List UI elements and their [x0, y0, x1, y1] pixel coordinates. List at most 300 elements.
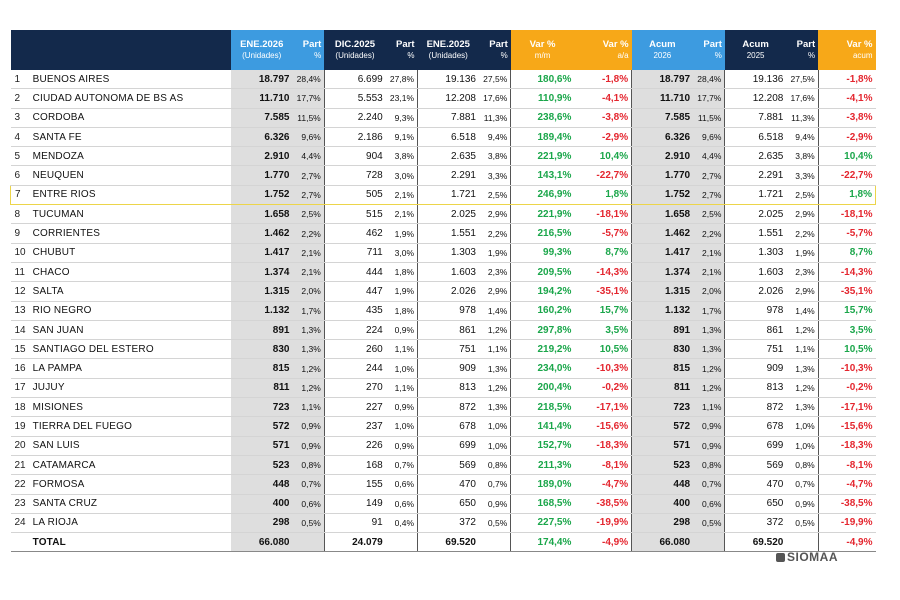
header-acum2026: Acum 2026 [632, 30, 693, 70]
rank-cell: 7 [11, 185, 30, 204]
ene2026-value: 811 [231, 378, 292, 397]
acum2025-value: 1.303 [725, 243, 786, 262]
province-name: NEUQUEN [30, 166, 231, 185]
province-name: SANTA CRUZ [30, 494, 231, 513]
dic2025-part: 1,1% [386, 378, 418, 397]
acum2025-part: 2,9% [786, 282, 818, 301]
ene2025-part: 3,8% [479, 147, 511, 166]
var-acum-value: 1,8% [818, 185, 875, 204]
ene2025-value: 1.303 [418, 243, 479, 262]
var-aa-value: 15,7% [574, 301, 631, 320]
var-acum-value: -19,9% [818, 513, 875, 532]
ene2025-value: 2.025 [418, 205, 479, 224]
rank-cell: 21 [11, 455, 30, 474]
var-acum-value: -17,1% [818, 398, 875, 417]
acum2026-value: 1.658 [632, 205, 693, 224]
var-aa-value: -10,3% [574, 359, 631, 378]
ene2025-value: 470 [418, 475, 479, 494]
table-row [11, 455, 876, 474]
ene2025-part: 2,3% [479, 262, 511, 281]
var-aa-value: -3,8% [574, 108, 631, 127]
rank-cell: 16 [11, 359, 30, 378]
total-ene2025: 69.520 [418, 533, 479, 552]
var-mm-value: 110,9% [511, 89, 575, 108]
dic2025-part: 9,1% [386, 127, 418, 146]
dic2025-part: 0,9% [386, 436, 418, 455]
acum2026-value: 18.797 [632, 70, 693, 89]
var-mm-value: 209,5% [511, 262, 575, 281]
ene2026-part: 17,7% [292, 89, 324, 108]
var-mm-value: 221,9% [511, 147, 575, 166]
rank-cell: 13 [11, 301, 30, 320]
province-name: CIUDAD AUTONOMA DE BS AS [30, 89, 231, 108]
var-acum-value: -4,1% [818, 89, 875, 108]
var-aa-value: -0,2% [574, 378, 631, 397]
ene2026-part: 0,7% [292, 475, 324, 494]
var-mm-value: 234,0% [511, 359, 575, 378]
ene2025-part: 1,0% [479, 436, 511, 455]
ene2025-part: 11,3% [479, 108, 511, 127]
province-name: JUJUY [30, 378, 231, 397]
acum2025-part: 1,3% [786, 359, 818, 378]
acum2025-value: 678 [725, 417, 786, 436]
rank-cell: 6 [11, 166, 30, 185]
ene2026-value: 6.326 [231, 127, 292, 146]
dic2025-value: 904 [324, 147, 385, 166]
total-rank-cell [11, 533, 30, 552]
var-aa-value: -19,9% [574, 513, 631, 532]
var-acum-value: -0,2% [818, 378, 875, 397]
acum2025-value: 372 [725, 513, 786, 532]
table-row [11, 147, 876, 166]
var-mm-value: 297,8% [511, 320, 575, 339]
acum2026-value: 1.752 [632, 185, 693, 204]
total-ene2026: 66.080 [231, 533, 292, 552]
var-aa-value: -2,9% [574, 127, 631, 146]
province-name: MENDOZA [30, 147, 231, 166]
ene2026-value: 1.658 [231, 205, 292, 224]
province-name: CORDOBA [30, 108, 231, 127]
ene2026-value: 1.770 [231, 166, 292, 185]
rank-cell: 17 [11, 378, 30, 397]
var-acum-value: -2,9% [818, 127, 875, 146]
acum2026-part: 0,9% [693, 436, 725, 455]
acum2026-value: 815 [632, 359, 693, 378]
dic2025-value: 2.186 [324, 127, 385, 146]
acum2026-part: 2,0% [693, 282, 725, 301]
dic2025-part: 0,9% [386, 320, 418, 339]
var-acum-value: -35,1% [818, 282, 875, 301]
province-name: SANTIAGO DEL ESTERO [30, 340, 231, 359]
var-aa-value: 10,5% [574, 340, 631, 359]
acum2025-part: 1,2% [786, 320, 818, 339]
var-mm-value: 141,4% [511, 417, 575, 436]
dic2025-value: 224 [324, 320, 385, 339]
province-name: BUENOS AIRES [30, 70, 231, 89]
rank-cell: 8 [11, 205, 30, 224]
dic2025-value: 444 [324, 262, 385, 281]
var-mm-value: 218,5% [511, 398, 575, 417]
province-name: CATAMARCA [30, 455, 231, 474]
acum2025-value: 978 [725, 301, 786, 320]
var-mm-value: 143,1% [511, 166, 575, 185]
acum2026-part: 0,8% [693, 455, 725, 474]
var-acum-value: -18,1% [818, 205, 875, 224]
var-mm-value: 152,7% [511, 436, 575, 455]
acum2026-part: 1,3% [693, 340, 725, 359]
ene2025-part: 1,2% [479, 378, 511, 397]
province-name: TIERRA DEL FUEGO [30, 417, 231, 436]
dic2025-value: 711 [324, 243, 385, 262]
dic2025-part: 1,9% [386, 282, 418, 301]
acum2026-value: 1.770 [632, 166, 693, 185]
total-part-ene2026 [292, 533, 324, 552]
ene2025-part: 17,6% [479, 89, 511, 108]
acum2026-value: 523 [632, 455, 693, 474]
ene2026-value: 1.462 [231, 224, 292, 243]
acum2026-value: 723 [632, 398, 693, 417]
acum2025-value: 12.208 [725, 89, 786, 108]
acum2025-value: 872 [725, 398, 786, 417]
acum2025-value: 6.518 [725, 127, 786, 146]
acum2025-part: 11,3% [786, 108, 818, 127]
ene2025-value: 569 [418, 455, 479, 474]
table-row [11, 89, 876, 108]
ene2026-part: 11,5% [292, 108, 324, 127]
ene2025-part: 2,5% [479, 185, 511, 204]
var-acum-value: 8,7% [818, 243, 875, 262]
ene2026-value: 815 [231, 359, 292, 378]
ene2025-part: 3,3% [479, 166, 511, 185]
acum2025-part: 1,1% [786, 340, 818, 359]
rank-cell: 4 [11, 127, 30, 146]
ene2026-part: 2,1% [292, 262, 324, 281]
var-mm-value: 227,5% [511, 513, 575, 532]
acum2026-value: 811 [632, 378, 693, 397]
table-row [11, 224, 876, 243]
acum2025-value: 2.026 [725, 282, 786, 301]
dic2025-part: 0,9% [386, 398, 418, 417]
header-ene2025: ENE.2025 (Unidades) [418, 30, 479, 70]
table-row [11, 262, 876, 281]
rank-cell: 12 [11, 282, 30, 301]
ene2026-part: 9,6% [292, 127, 324, 146]
acum2026-part: 11,5% [693, 108, 725, 127]
dic2025-part: 1,0% [386, 359, 418, 378]
province-name: FORMOSA [30, 475, 231, 494]
total-var-mm: 174,4% [511, 533, 575, 552]
dic2025-value: 155 [324, 475, 385, 494]
acum2025-part: 9,4% [786, 127, 818, 146]
acum2026-part: 17,7% [693, 89, 725, 108]
acum2026-part: 2,5% [693, 205, 725, 224]
acum2025-part: 3,3% [786, 166, 818, 185]
dic2025-part: 2,1% [386, 185, 418, 204]
var-acum-value: 10,4% [818, 147, 875, 166]
acum2026-value: 891 [632, 320, 693, 339]
acum2026-part: 1,1% [693, 398, 725, 417]
ene2026-part: 1,3% [292, 320, 324, 339]
acum2026-part: 1,7% [693, 301, 725, 320]
dic2025-part: 27,8% [386, 70, 418, 89]
acum2026-value: 1.374 [632, 262, 693, 281]
acum2026-value: 298 [632, 513, 693, 532]
rank-cell: 19 [11, 417, 30, 436]
dic2025-part: 0,6% [386, 475, 418, 494]
var-aa-value: 3,5% [574, 320, 631, 339]
var-mm-value: 189,0% [511, 475, 575, 494]
acum2025-value: 470 [725, 475, 786, 494]
acum2025-value: 569 [725, 455, 786, 474]
ene2025-value: 1.603 [418, 262, 479, 281]
ene2026-part: 1,1% [292, 398, 324, 417]
table-row [11, 513, 876, 532]
acum2026-part: 0,9% [693, 417, 725, 436]
province-name: CHACO [30, 262, 231, 281]
ene2026-value: 7.585 [231, 108, 292, 127]
dic2025-part: 0,7% [386, 455, 418, 474]
ene2025-value: 7.881 [418, 108, 479, 127]
ene2026-value: 448 [231, 475, 292, 494]
var-acum-value: -14,3% [818, 262, 875, 281]
acum2025-part: 1,9% [786, 243, 818, 262]
table-row [11, 320, 876, 339]
header-acum2025: Acum 2025 [725, 30, 786, 70]
ene2025-value: 2.291 [418, 166, 479, 185]
table-row [11, 282, 876, 301]
acum2026-value: 7.585 [632, 108, 693, 127]
dic2025-value: 226 [324, 436, 385, 455]
ene2025-value: 2.026 [418, 282, 479, 301]
ene2026-part: 28,4% [292, 70, 324, 89]
var-aa-value: -38,5% [574, 494, 631, 513]
acum2025-value: 2.291 [725, 166, 786, 185]
ene2025-part: 1,9% [479, 243, 511, 262]
ene2026-part: 2,7% [292, 166, 324, 185]
logo-text: SIOMAA [787, 550, 838, 564]
rank-cell: 5 [11, 147, 30, 166]
var-acum-value: -38,5% [818, 494, 875, 513]
acum2026-value: 2.910 [632, 147, 693, 166]
acum2025-value: 2.025 [725, 205, 786, 224]
acum2026-value: 830 [632, 340, 693, 359]
dic2025-value: 5.553 [324, 89, 385, 108]
ene2025-value: 19.136 [418, 70, 479, 89]
acum2025-value: 19.136 [725, 70, 786, 89]
dic2025-value: 244 [324, 359, 385, 378]
total-acum2025: 69.520 [725, 533, 786, 552]
ene2026-part: 1,7% [292, 301, 324, 320]
ene2026-value: 298 [231, 513, 292, 532]
ene2026-part: 0,8% [292, 455, 324, 474]
dic2025-value: 270 [324, 378, 385, 397]
dic2025-part: 3,0% [386, 166, 418, 185]
ene2025-value: 650 [418, 494, 479, 513]
ene2026-part: 2,1% [292, 243, 324, 262]
var-mm-value: 246,9% [511, 185, 575, 204]
table-row [11, 185, 876, 204]
total-acum2026: 66.080 [632, 533, 693, 552]
ene2026-part: 1,2% [292, 359, 324, 378]
table-row [11, 417, 876, 436]
var-mm-value: 216,5% [511, 224, 575, 243]
dic2025-part: 0,6% [386, 494, 418, 513]
acum2026-part: 2,7% [693, 185, 725, 204]
ene2025-part: 1,0% [479, 417, 511, 436]
var-aa-value: -18,3% [574, 436, 631, 455]
var-aa-value: -17,1% [574, 398, 631, 417]
var-mm-value: 180,6% [511, 70, 575, 89]
province-name: CHUBUT [30, 243, 231, 262]
rank-cell: 24 [11, 513, 30, 532]
acum2025-value: 1.551 [725, 224, 786, 243]
total-label: TOTAL [30, 533, 231, 552]
ene2026-part: 2,7% [292, 185, 324, 204]
dic2025-part: 0,4% [386, 513, 418, 532]
var-aa-value: -22,7% [574, 166, 631, 185]
var-mm-value: 99,3% [511, 243, 575, 262]
dic2025-part: 1,1% [386, 340, 418, 359]
ene2026-value: 2.910 [231, 147, 292, 166]
ene2025-value: 751 [418, 340, 479, 359]
rank-cell: 20 [11, 436, 30, 455]
acum2025-value: 650 [725, 494, 786, 513]
header-var-aa: Var % a/a [574, 30, 631, 70]
var-mm-value: 211,3% [511, 455, 575, 474]
var-aa-value: -4,1% [574, 89, 631, 108]
acum2026-value: 6.326 [632, 127, 693, 146]
ene2025-value: 978 [418, 301, 479, 320]
dic2025-value: 515 [324, 205, 385, 224]
acum2025-part: 3,8% [786, 147, 818, 166]
ene2025-part: 2,9% [479, 282, 511, 301]
ene2025-part: 1,2% [479, 320, 511, 339]
ene2026-part: 2,0% [292, 282, 324, 301]
ene2026-part: 0,6% [292, 494, 324, 513]
acum2026-part: 2,1% [693, 243, 725, 262]
province-name: SALTA [30, 282, 231, 301]
acum2025-part: 0,7% [786, 475, 818, 494]
ene2025-value: 1.551 [418, 224, 479, 243]
table-row [11, 436, 876, 455]
table-row [11, 475, 876, 494]
ene2025-value: 861 [418, 320, 479, 339]
acum2026-part: 1,2% [693, 359, 725, 378]
var-acum-value: -18,3% [818, 436, 875, 455]
acum2025-part: 17,6% [786, 89, 818, 108]
table-row [11, 359, 876, 378]
ene2026-part: 1,2% [292, 378, 324, 397]
table-row [11, 70, 876, 89]
ene2025-part: 1,1% [479, 340, 511, 359]
var-aa-value: -1,8% [574, 70, 631, 89]
ene2025-value: 872 [418, 398, 479, 417]
var-acum-value: -15,6% [818, 417, 875, 436]
var-aa-value: -18,1% [574, 205, 631, 224]
var-mm-value: 238,6% [511, 108, 575, 127]
ene2026-value: 523 [231, 455, 292, 474]
header-var-mm: Var % m/m [511, 30, 575, 70]
ene2025-part: 1,3% [479, 359, 511, 378]
ene2025-value: 699 [418, 436, 479, 455]
rank-cell: 9 [11, 224, 30, 243]
var-mm-value: 160,2% [511, 301, 575, 320]
acum2025-part: 2,9% [786, 205, 818, 224]
acum2026-value: 11.710 [632, 89, 693, 108]
acum2025-part: 2,5% [786, 185, 818, 204]
ene2026-value: 572 [231, 417, 292, 436]
dic2025-part: 1,8% [386, 262, 418, 281]
ene2025-value: 372 [418, 513, 479, 532]
var-aa-value: -8,1% [574, 455, 631, 474]
var-aa-value: -15,6% [574, 417, 631, 436]
rank-cell: 23 [11, 494, 30, 513]
ene2025-part: 0,8% [479, 455, 511, 474]
ene2025-value: 909 [418, 359, 479, 378]
header-ene2026: ENE.2026 (Unidades) [231, 30, 292, 70]
ene2026-value: 571 [231, 436, 292, 455]
ene2026-part: 4,4% [292, 147, 324, 166]
province-name: LA PAMPA [30, 359, 231, 378]
var-mm-value: 200,4% [511, 378, 575, 397]
table-row [11, 166, 876, 185]
ene2025-part: 2,9% [479, 205, 511, 224]
patentamientos-table [10, 30, 876, 552]
ene2025-part: 1,3% [479, 398, 511, 417]
dic2025-value: 91 [324, 513, 385, 532]
ene2026-value: 1.374 [231, 262, 292, 281]
var-acum-value: -22,7% [818, 166, 875, 185]
province-name: SAN JUAN [30, 320, 231, 339]
ene2025-value: 678 [418, 417, 479, 436]
acum2025-part: 2,3% [786, 262, 818, 281]
var-aa-value: -35,1% [574, 282, 631, 301]
var-acum-value: -4,7% [818, 475, 875, 494]
var-acum-value: -8,1% [818, 455, 875, 474]
header-dic2025: DIC.2025 (Unidades) [324, 30, 385, 70]
ene2026-value: 11.710 [231, 89, 292, 108]
rank-cell: 22 [11, 475, 30, 494]
ene2026-part: 1,3% [292, 340, 324, 359]
ene2025-value: 1.721 [418, 185, 479, 204]
total-dic2025: 24.079 [324, 533, 385, 552]
acum2026-part: 0,5% [693, 513, 725, 532]
ene2025-value: 2.635 [418, 147, 479, 166]
acum2026-part: 1,3% [693, 320, 725, 339]
ene2026-value: 400 [231, 494, 292, 513]
acum2026-value: 1.462 [632, 224, 693, 243]
ene2026-value: 1.752 [231, 185, 292, 204]
total-part-ene2025 [479, 533, 511, 552]
header-part-ene2026: Part % [292, 30, 324, 70]
acum2026-value: 1.315 [632, 282, 693, 301]
acum2026-value: 571 [632, 436, 693, 455]
header-part-dic2025: Part % [386, 30, 418, 70]
ene2025-part: 0,7% [479, 475, 511, 494]
total-var-aa: -4,9% [574, 533, 631, 552]
ene2025-value: 813 [418, 378, 479, 397]
var-aa-value: 8,7% [574, 243, 631, 262]
var-mm-value: 219,2% [511, 340, 575, 359]
acum2026-part: 2,2% [693, 224, 725, 243]
ene2025-part: 1,4% [479, 301, 511, 320]
ene2026-value: 1.315 [231, 282, 292, 301]
province-name: ENTRE RIOS [30, 185, 231, 204]
rank-cell: 14 [11, 320, 30, 339]
ene2026-part: 2,2% [292, 224, 324, 243]
ene2025-part: 0,9% [479, 494, 511, 513]
ene2026-value: 891 [231, 320, 292, 339]
